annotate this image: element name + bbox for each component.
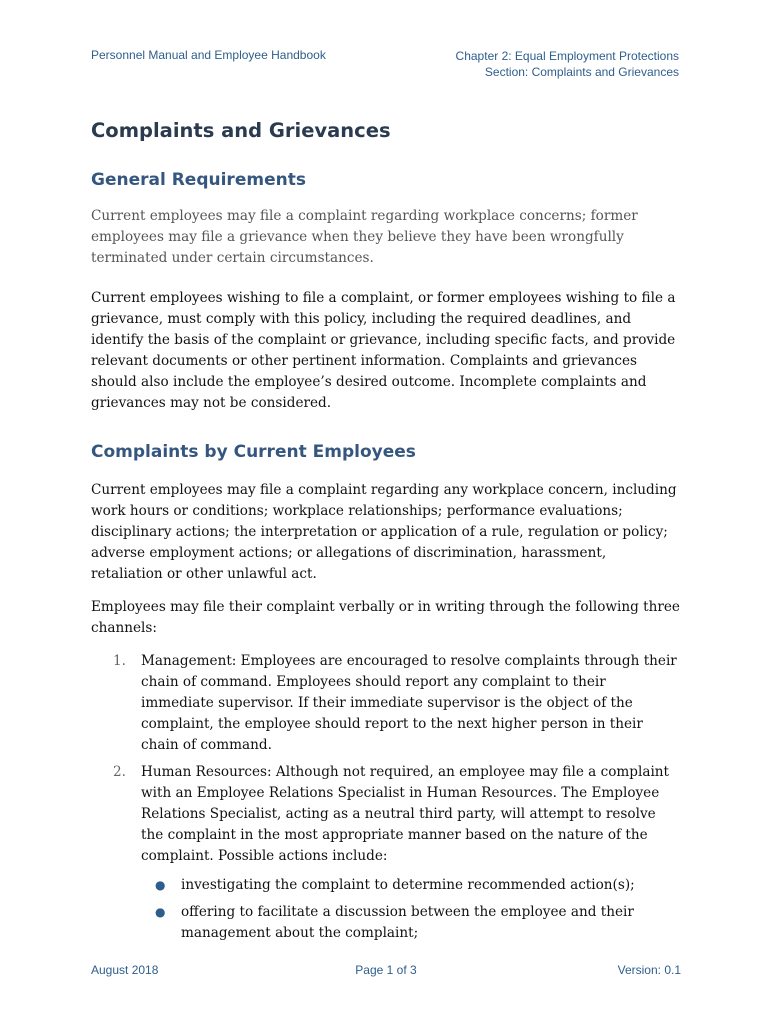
header-chapter-info — [456, 48, 679, 80]
list-number: 2. — [113, 764, 126, 780]
general-body-paragraph: Current employees wishing to file a complaint, or former employees wishing to file a grievance, must comply with this policy, including the required deadlines, and identify the basis of the complaint or grievance, including specific facts, and provide relevant documents or other pertinent information. Complaints and grievances should also include the employee’s desired outcome. Incomplete complaints and grievances may not be considered. — [91, 290, 676, 411]
current-paragraph-1: Current employees may file a complaint regarding any workplace concern, including work hours or conditions; workplace relationships; performance evaluations; disciplinary actions; the interpretation or application of a rule, regulation or policy; adverse employment actions; or allegations of discrimination, harassment, retaliation or other unlawful act. — [91, 482, 677, 582]
footer-page-number: Page 1 of 3 — [355, 963, 417, 977]
list-item-text: investigating the complaint to determine recommended action(s); — [181, 877, 635, 893]
header-chapter: Chapter 2: Equal Employment Protections — [455, 49, 679, 63]
channels-list — [91, 651, 681, 944]
list-number: 1. — [113, 653, 126, 669]
list-item — [141, 875, 681, 896]
heading-complaints-current: Complaints by Current Employees — [91, 442, 416, 462]
bullet-icon: ● — [155, 878, 166, 892]
bullet-icon: ● — [155, 905, 166, 919]
list-item-text: offering to facilitate a discussion between the employee and their management about the complaint; — [181, 904, 634, 941]
general-intro-paragraph: Current employees may file a complaint regarding workplace concerns; former employees may file a grievance when they believe they have been wrongfully terminated under certain circumstances. — [91, 208, 638, 266]
possible-actions-list — [141, 875, 681, 944]
current-paragraph-2: Employees may file their complaint verbally or in writing through the following three channels: — [91, 599, 680, 636]
list-item — [91, 651, 681, 756]
list-item — [141, 902, 681, 944]
document-body — [91, 117, 681, 950]
list-item — [91, 762, 681, 944]
list-item-text: Human Resources: Although not required, an employee may file a complaint with an Employee Relations Specialist in Human Resources. The Employee Relations Specialist, acting as a neutral third party, will attempt to resolve the complaint in the most appropriate manner based on the nature of the complaint. Possible actions include: — [141, 764, 670, 864]
header-section: Section: Complaints and Grievances — [484, 65, 679, 79]
header-manual-title: Personnel Manual and Employee Handbook — [91, 48, 326, 62]
list-item-text: Management: Employees are encouraged to resolve complaints through their chain of command. Employees should report any complaint to their immediate supervisor. If their immediate supervisor is the object of the complaint, the employee should report to the next higher person in their chain of command. — [141, 653, 677, 753]
footer-version: Version: 0.1 — [617, 963, 681, 977]
footer-date: August 2018 — [91, 963, 159, 977]
heading-general-requirements: General Requirements — [91, 170, 306, 190]
page-title: Complaints and Grievances — [91, 119, 391, 142]
